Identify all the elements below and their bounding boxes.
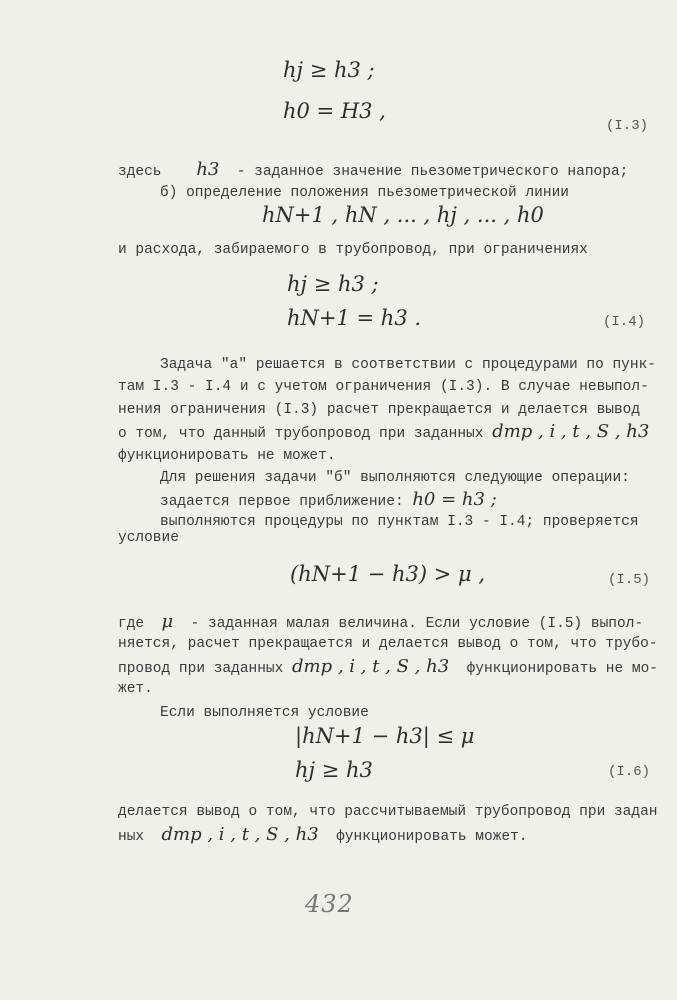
text-line: задается первое приближение: h0 = h3 ; [160,489,497,510]
equation-number: (I.4) [603,314,646,330]
text-line: ных dтр , i , t , S , h3 функционировать может. [118,824,528,845]
text-line: няется, расчет прекращается и делается вывод о том, что трубо- [118,636,658,652]
equation-number: (I.5) [608,572,651,588]
formula-hj-ge-h3: hj ≥ h3 ; [287,272,379,296]
text-line: здесь h3 - заданное значение пьезометрического напора; [118,159,629,180]
text-line: Задача "а" решается в соответствии с процедурами по пунк- [160,357,656,373]
text-line: б) определение положения пьезометрической линии [160,185,569,201]
formula-h0-eq-H3: h0 = H3 , [283,99,386,123]
equation-number: (I.6) [608,764,651,780]
text-line: функционировать не может. [118,448,336,464]
formula-abs-condition: |hN+1 − h3| ≤ μ [295,724,475,748]
text-line: где μ - заданная малая величина. Если условие (I.5) выпол- [118,611,644,632]
formula-hN1-eq-h3: hN+1 = h3 . [287,306,422,330]
text-line: жет. [118,681,153,697]
text-line: там I.3 - I.4 и с учетом ограничения (I.3). В случае невыпол- [118,379,649,395]
formula-hj-ge-h3: hj ≥ h3 [295,758,373,782]
page-number: 432 [305,890,354,918]
text-line: нения ограничения (I.3) расчет прекращается и делается вывод [118,402,641,418]
text-line: делается вывод о том, что рассчитываемый трубопровод при задан [118,804,658,820]
text-line: провод при заданных dтр , i , t , S , h3 функционировать не мо- [118,656,659,677]
text-line: Если выполняется условие [160,705,369,721]
formula-condition-I5: (hN+1 − h3) > μ , [290,562,486,586]
formula-h-sequence: hN+1 , hN , ... , hj , ... , h0 [262,203,544,227]
text-line: условие [118,530,179,546]
text-line: о том, что данный трубопровод при заданных dтр , i , t , S , h3 [118,421,650,442]
text-line: Для решения задачи "б" выполняются следующие операции: [160,470,630,486]
equation-number: (I.3) [606,118,649,134]
text-line: выполняются процедуры по пунктам I.3 - I.4; проверяется [160,514,639,530]
text-line: и расхода, забираемого в трубопровод, при ограничениях [118,242,588,258]
formula-hj-ge-h3: hj ≥ h3 ; [283,58,375,82]
